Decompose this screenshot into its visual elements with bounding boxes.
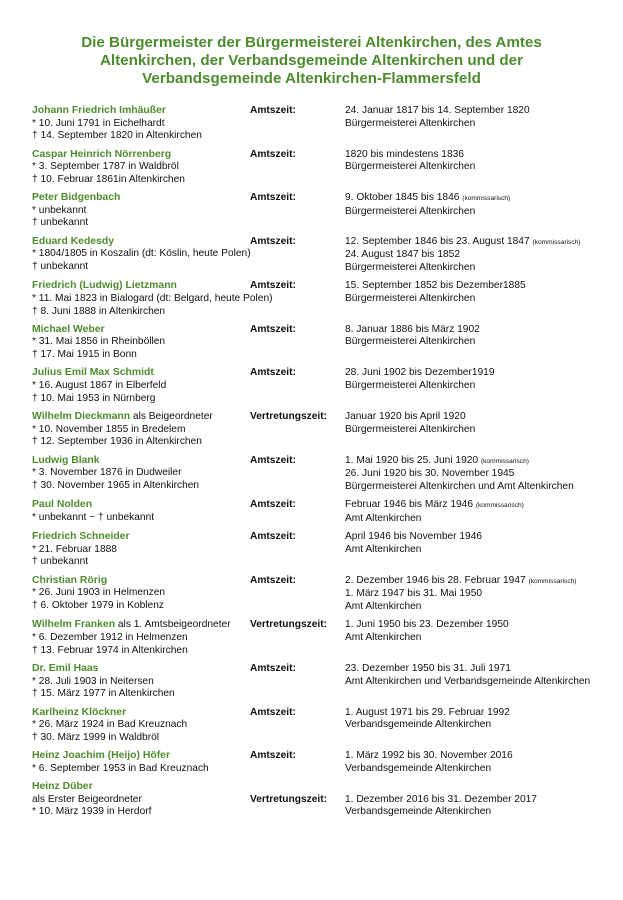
term-line — [345, 236, 607, 250]
term-text: 28. Juni 1902 bis Dezember1919 — [345, 367, 495, 379]
birth-line: * 6. September 1953 in Bad Kreuznach — [32, 762, 209, 774]
term-label: Amtszeit: — [250, 235, 296, 247]
term-line — [345, 619, 607, 632]
mayor-entry — [32, 280, 607, 318]
term-line — [345, 676, 607, 689]
term-label: Amtszeit: — [250, 148, 296, 160]
term-line — [345, 324, 607, 337]
term-note: (kommissarisch) — [475, 502, 524, 510]
birth-line: * 10. Juni 1791 in Eichelhardt — [32, 117, 165, 129]
person-info — [32, 149, 250, 187]
person-role: als 1. Amtsbeigeordneter — [115, 619, 231, 631]
term-text: 1820 bis mindestens 1836 — [345, 148, 464, 160]
term-label: Vertretungszeit: — [250, 619, 327, 631]
term-text: Bürgermeisterei Altenkirchen und Amt Altenkirchen — [345, 480, 574, 492]
person-info — [32, 324, 250, 362]
term-label-cell — [250, 781, 345, 806]
term-line — [345, 293, 607, 306]
person-info — [32, 781, 250, 819]
person-info — [32, 192, 250, 230]
person-info — [32, 663, 250, 701]
term-line — [345, 575, 607, 589]
mayor-entry — [32, 411, 607, 449]
term-line — [345, 794, 607, 807]
person-name: Dr. Emil Haas — [32, 662, 99, 674]
term-details — [345, 531, 607, 556]
term-text: 9. Oktober 1845 bis 1846 — [345, 192, 463, 204]
name-line — [32, 575, 250, 588]
term-line — [345, 455, 607, 469]
term-line — [345, 262, 607, 275]
mayor-entry — [32, 105, 607, 143]
death-line: † 13. Februar 1974 in Altenkirchen — [32, 644, 188, 656]
term-text: Bürgermeisterei Altenkirchen — [345, 117, 476, 129]
name-line — [32, 663, 250, 676]
person-name: Heinz Joachim (Heijo) Höfer — [32, 750, 170, 762]
term-details — [345, 367, 607, 392]
term-label-cell — [250, 149, 345, 162]
mayor-entry — [32, 619, 607, 657]
person-name: Peter Bidgenbach — [32, 192, 121, 204]
term-label-cell — [250, 499, 345, 512]
death-line: † unbekannt — [32, 260, 89, 272]
term-line — [345, 336, 607, 349]
term-line — [345, 763, 607, 776]
title-line-2: Altenkirchen, der Verbandsgemeinde Altenkirchen und der — [99, 52, 524, 69]
person-name: Eduard Kedesdy — [32, 235, 114, 247]
death-line: † unbekannt — [32, 556, 89, 568]
name-line — [32, 324, 250, 337]
mayor-entry — [32, 663, 607, 701]
term-text: 8. Januar 1886 bis März 1902 — [345, 323, 480, 335]
term-label: Vertretungszeit: — [250, 411, 327, 423]
birth-line: * 26. Juni 1903 in Helmenzen — [32, 587, 166, 599]
term-note: (kommissarisch) — [462, 195, 511, 203]
person-name: Friedrich (Ludwig) Lietzmann — [32, 280, 177, 292]
death-line: † 17. Mai 1915 in Bonn — [32, 349, 137, 361]
term-line — [345, 206, 607, 219]
page-title — [20, 34, 603, 88]
term-label: Amtszeit: — [250, 367, 296, 379]
death-line: † 6. Oktober 1979 in Koblenz — [32, 599, 164, 611]
term-text: 1. Juni 1950 bis 23. Dezember 1950 — [345, 619, 509, 631]
term-label: Amtszeit: — [250, 574, 296, 586]
term-text: Bürgermeisterei Altenkirchen — [345, 292, 476, 304]
term-details — [345, 324, 607, 349]
title-line-3: Verbandsgemeinde Altenkirchen-Flammersfeld — [142, 70, 481, 87]
term-line — [345, 663, 607, 676]
name-line — [32, 619, 250, 632]
person-name: Friedrich Schneider — [32, 531, 130, 543]
term-text: Bürgermeisterei Altenkirchen — [345, 261, 476, 273]
term-line — [345, 544, 607, 557]
term-label-cell — [250, 280, 345, 293]
person-info — [32, 105, 250, 143]
person-info — [32, 499, 250, 524]
term-text: Amt Altenkirchen — [345, 543, 422, 555]
term-line — [345, 499, 607, 513]
term-line — [345, 161, 607, 174]
term-details — [345, 619, 607, 644]
term-note: (kommissarisch) — [480, 457, 529, 465]
person-info — [32, 236, 250, 274]
term-label-cell — [250, 531, 345, 544]
term-text: 26. Juni 1920 bis 30. November 1945 — [345, 468, 515, 480]
death-line: † 10. Mai 1953 in Nürnberg — [32, 392, 156, 404]
term-line — [345, 249, 607, 262]
term-details — [345, 192, 607, 218]
name-line — [32, 105, 250, 118]
term-details — [345, 149, 607, 174]
term-line — [345, 380, 607, 393]
birth-line: * 21. Februar 1888 — [32, 543, 117, 555]
term-label: Amtszeit: — [250, 192, 296, 204]
person-name: Wilhelm Franken — [32, 619, 116, 631]
person-name: Johann Friedrich Imhäußer — [32, 105, 166, 116]
term-label: Amtszeit: — [250, 662, 296, 674]
term-label: Amtszeit: — [250, 105, 296, 116]
person-name: Heinz Düber — [32, 781, 93, 793]
mayor-entry — [32, 149, 607, 187]
term-label: Amtszeit: — [250, 454, 296, 466]
term-text: Bürgermeisterei Altenkirchen — [345, 380, 476, 392]
term-label-cell — [250, 575, 345, 588]
term-line — [345, 149, 607, 162]
term-label-cell — [250, 411, 345, 424]
term-text: Bürgermeisterei Altenkirchen — [345, 205, 476, 217]
person-name: Wilhelm Dieckmann — [32, 411, 131, 423]
term-label-cell — [250, 619, 345, 632]
name-line — [32, 367, 250, 380]
birth-line: * 10. März 1939 in Herdorf — [32, 806, 152, 818]
term-line — [345, 719, 607, 732]
person-role: als Beigeordneter — [130, 411, 213, 423]
birth-line: * 31. Mai 1856 in Rheinböllen — [32, 336, 166, 348]
term-text: Amt Altenkirchen — [345, 631, 422, 643]
term-line — [345, 707, 607, 720]
person-name: Ludwig Blank — [32, 454, 100, 466]
birth-line: * unbekannt — [32, 204, 87, 216]
mayor-entry — [32, 781, 607, 819]
term-line — [345, 424, 607, 437]
term-text: Verbandsgemeinde Altenkirchen — [345, 719, 492, 731]
birth-line: * 10. November 1855 in Bredelem — [32, 423, 186, 435]
mayor-entry — [32, 750, 607, 775]
name-line — [32, 499, 250, 512]
death-line: † 10. Februar 1861in Altenkirchen — [32, 173, 185, 185]
death-line: † 14. September 1820 in Altenkirchen — [32, 130, 202, 142]
term-label: Amtszeit: — [250, 706, 296, 718]
person-info — [32, 750, 250, 775]
term-line — [345, 192, 607, 206]
term-details — [345, 750, 607, 775]
term-line — [345, 750, 607, 763]
term-line — [345, 118, 607, 131]
term-details — [345, 105, 607, 130]
term-label-cell — [250, 324, 345, 337]
term-text: Bürgermeisterei Altenkirchen — [345, 423, 476, 435]
term-label: Amtszeit: — [250, 323, 296, 335]
mayor-entry — [32, 575, 607, 614]
term-line — [345, 513, 607, 526]
term-details — [345, 781, 607, 819]
person-info — [32, 707, 250, 745]
term-line — [345, 105, 607, 118]
term-label-cell — [250, 192, 345, 205]
term-line — [345, 531, 607, 544]
mayor-entry — [32, 367, 607, 405]
term-text: 1. Dezember 2016 bis 31. Dezember 2017 — [345, 793, 537, 805]
term-label: Amtszeit: — [250, 531, 296, 543]
name-line — [32, 455, 250, 468]
name-line — [32, 411, 250, 424]
death-line: † 30. März 1999 in Waldbröl — [32, 731, 160, 743]
mayor-entry — [32, 499, 607, 525]
term-label: Vertretungszeit: — [250, 793, 327, 805]
death-line: † 30. November 1965 in Altenkirchen — [32, 479, 200, 491]
birth-line: * 28. Juli 1903 in Neitersen — [32, 675, 154, 687]
name-line — [32, 531, 250, 544]
term-label: Amtszeit: — [250, 750, 296, 762]
birth-line: * 26. März 1924 in Bad Kreuznach — [32, 719, 188, 731]
term-label-cell — [250, 455, 345, 468]
person-info — [32, 619, 250, 657]
term-label: Amtszeit: — [250, 499, 296, 511]
term-line — [345, 632, 607, 645]
birth-line: * 1804/1805 in Koszalin (dt: Köslin, heute Polen) — [32, 248, 251, 260]
birth-line: * 11. Mai 1823 in Bialogard (dt: Belgard, heute Polen) — [32, 292, 273, 304]
term-text: 15. September 1852 bis Dezember1885 — [345, 280, 526, 292]
term-text: 24. Januar 1817 bis 14. September 1820 — [345, 105, 530, 116]
term-details — [345, 663, 607, 688]
term-details — [345, 707, 607, 732]
mayor-entry — [32, 236, 607, 275]
name-line — [32, 149, 250, 162]
term-line — [345, 367, 607, 380]
person-name: Paul Nolden — [32, 499, 93, 511]
death-line: † 8. Juni 1888 in Altenkirchen — [32, 305, 166, 317]
term-text: 24. August 1847 bis 1852 — [345, 249, 460, 261]
term-details — [345, 499, 607, 525]
term-text: Verbandsgemeinde Altenkirchen — [345, 762, 492, 774]
term-text: 1. März 1992 bis 30. November 2016 — [345, 750, 513, 762]
mayor-entry — [32, 455, 607, 494]
name-line — [32, 236, 250, 249]
term-text: 23. Dezember 1950 bis 31. Juli 1971 — [345, 662, 511, 674]
term-text: Bürgermeisterei Altenkirchen — [345, 336, 476, 348]
spacer — [345, 781, 607, 794]
term-label-cell — [250, 750, 345, 763]
name-line — [32, 192, 250, 205]
mayor-entry — [32, 324, 607, 362]
name-line — [32, 750, 250, 763]
person-name: Karlheinz Klöckner — [32, 706, 127, 718]
term-line — [345, 280, 607, 293]
mayor-entry — [32, 192, 607, 230]
term-line — [345, 481, 607, 494]
birth-line: * 3. September 1787 in Waldbröl — [32, 161, 179, 173]
term-details — [345, 455, 607, 494]
term-label-cell — [250, 663, 345, 676]
term-note: (kommissarisch) — [532, 238, 581, 246]
term-text: April 1946 bis November 1946 — [345, 531, 483, 543]
birth-line: * 6. Dezember 1912 in Helmenzen — [32, 631, 188, 643]
term-details — [345, 236, 607, 275]
death-line: † unbekannt — [32, 217, 89, 229]
term-label-cell — [250, 707, 345, 720]
name-line — [32, 781, 250, 794]
name-line — [32, 707, 250, 720]
term-text: 2. Dezember 1946 bis 28. Februar 1947 — [345, 574, 529, 586]
term-line — [345, 601, 607, 614]
person-name: Julius Emil Max Schmidt — [32, 367, 154, 379]
term-text: Februar 1946 bis März 1946 — [345, 499, 476, 511]
term-note: (kommissarisch) — [528, 577, 577, 585]
term-details — [345, 575, 607, 614]
term-text: 1. August 1971 bis 29. Februar 1992 — [345, 706, 510, 718]
term-text: 1. Mai 1920 bis 25. Juni 1920 — [345, 454, 481, 466]
birth-line: * 3. November 1876 in Dudweiler — [32, 467, 182, 479]
name-line — [32, 280, 250, 293]
person-info — [32, 367, 250, 405]
person-role: als Erster Beigeordneter — [32, 793, 142, 805]
term-details — [345, 411, 607, 436]
mayor-entry — [32, 707, 607, 745]
term-details — [345, 280, 607, 305]
person-name: Christian Rörig — [32, 574, 108, 586]
term-text: Amt Altenkirchen — [345, 600, 422, 612]
birth-line: * 16. August 1867 in Elberfeld — [32, 380, 167, 392]
person-name: Caspar Heinrich Nörrenberg — [32, 148, 172, 160]
mayor-list — [32, 105, 607, 825]
term-line — [345, 468, 607, 481]
person-info — [32, 411, 250, 449]
term-text: Amt Altenkirchen — [345, 512, 422, 524]
term-line — [345, 806, 607, 819]
term-text: 1. März 1947 bis 31. Mai 1950 — [345, 588, 483, 600]
term-text: Bürgermeisterei Altenkirchen — [345, 161, 476, 173]
mayor-entry — [32, 531, 607, 569]
term-label-cell — [250, 105, 345, 118]
term-text: Januar 1920 bis April 1920 — [345, 411, 466, 423]
term-label-cell — [250, 367, 345, 380]
title-line-1: Die Bürgermeister der Bürgermeisterei Altenkirchen, des Amtes — [81, 34, 542, 51]
person-name: Michael Weber — [32, 323, 105, 335]
term-line — [345, 588, 607, 601]
death-line: † 15. März 1977 in Altenkirchen — [32, 688, 175, 700]
person-info — [32, 455, 250, 493]
term-text: Verbandsgemeinde Altenkirchen — [345, 806, 492, 818]
person-info — [32, 531, 250, 569]
term-line — [345, 411, 607, 424]
birth-line: * unbekannt ~ † unbekannt — [32, 511, 155, 523]
term-label: Amtszeit: — [250, 280, 296, 292]
term-text: Amt Altenkirchen und Verbandsgemeinde Altenkirchen — [345, 675, 591, 687]
term-label-cell — [250, 236, 345, 249]
term-text: 12. September 1846 bis 23. August 1847 — [345, 235, 533, 247]
person-info — [32, 575, 250, 613]
death-line: † 12. September 1936 in Altenkirchen — [32, 436, 202, 448]
spacer — [250, 781, 345, 794]
